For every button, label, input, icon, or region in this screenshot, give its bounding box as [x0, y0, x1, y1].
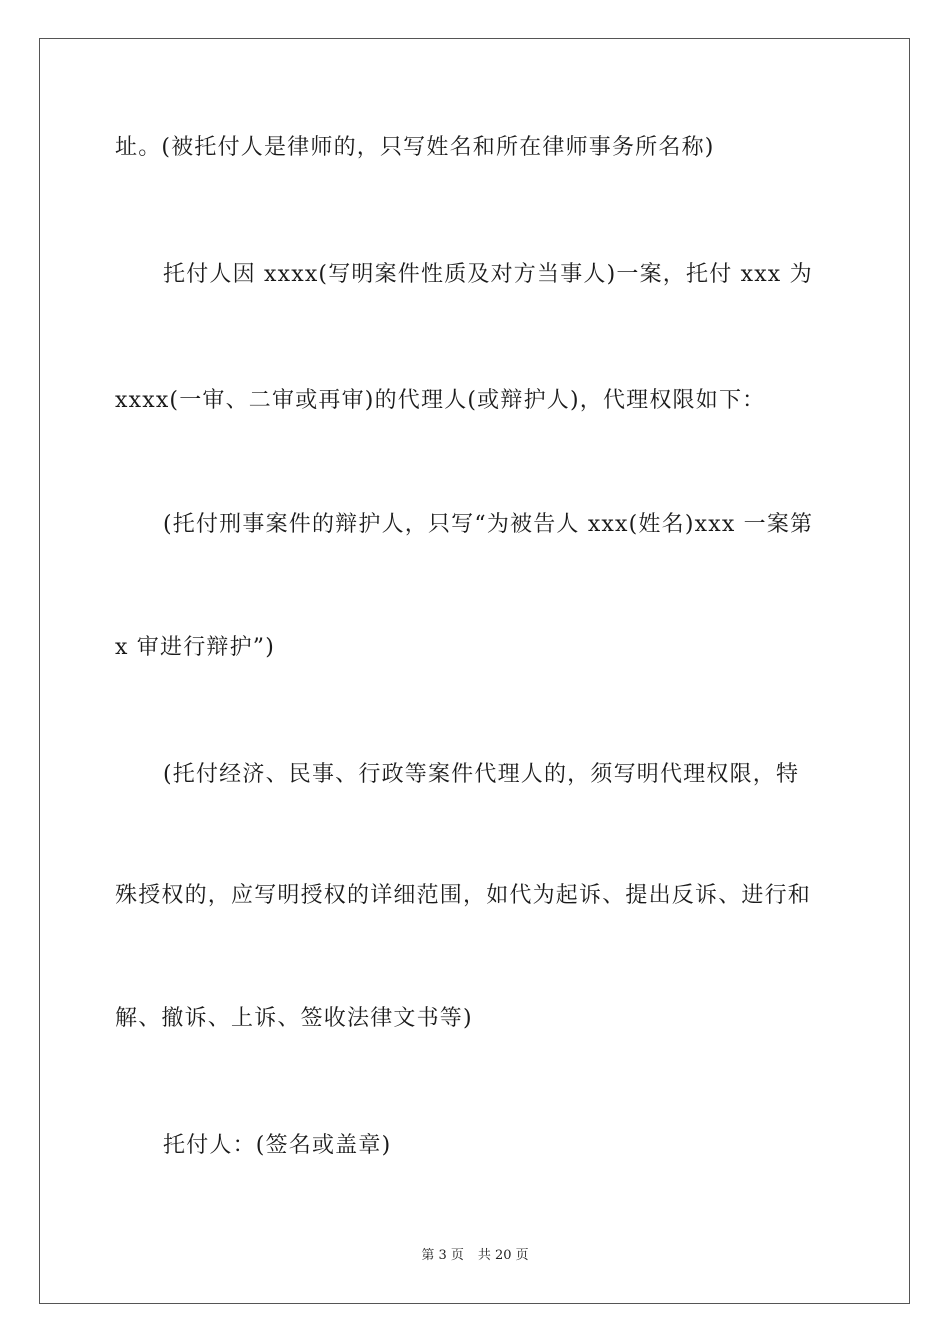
paragraph-line: (托付刑事案件的辩护人，只写“为被告人 xxx(姓名)xxx 一案第 — [163, 512, 814, 537]
paragraph-line: 托付人因 xxxx(写明案件性质及对方当事人)一案，托付 xxx 为 — [163, 262, 813, 287]
paragraph-line: 托付人：(签名或盖章) — [163, 1133, 392, 1158]
page-total: 共 20 页 — [477, 1248, 529, 1263]
paragraph-line: 殊授权的，应写明授权的详细范围，如代为起诉、提出反诉、进行和 — [115, 883, 812, 908]
paragraph-line: 址。(被托付人是律师的，只写姓名和所在律师事务所名称) — [115, 135, 715, 160]
paragraph-line: x 审进行辩护”) — [115, 635, 276, 660]
paragraph-line: xxxx(一审、二审或再审)的代理人(或辩护人)，代理权限如下： — [115, 388, 766, 413]
paragraph-line: 解、撤诉、上诉、签收法律文书等) — [115, 1006, 473, 1031]
page-border — [39, 38, 910, 1304]
paragraph-line: (托付经济、民事、行政等案件代理人的，须写明代理权限，特 — [163, 762, 800, 787]
page-footer — [0, 1247, 950, 1265]
page-number: 第 3 页 — [421, 1248, 464, 1263]
